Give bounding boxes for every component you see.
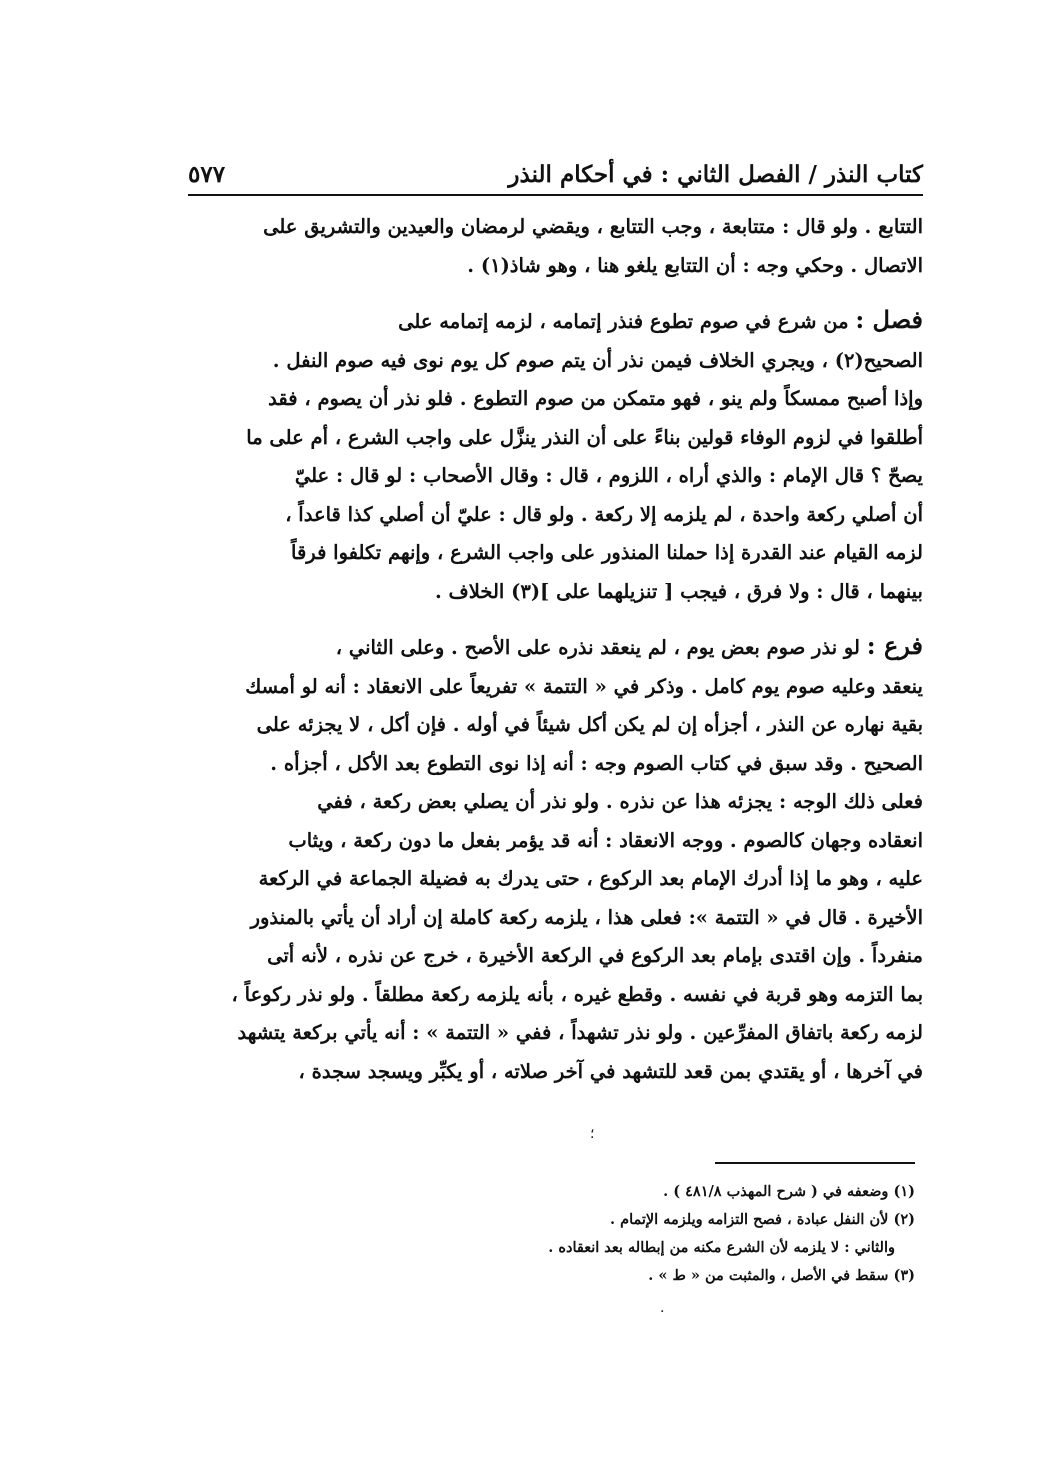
text-line: ينعقد وعليه صوم يوم كامل . وذكر في « التتمة » تفريعاً على الانعقاد : أنه لو أمسك	[245, 674, 923, 698]
paragraph-far	[188, 627, 923, 1091]
footnotes	[370, 1178, 915, 1290]
text-line: بينهما ، قال : ولا فرق ، فيجب [ تنزيلهما على ](٣) الخلاف .	[434, 579, 923, 603]
text-line: فعلى ذلك الوجه : يجزئه هذا عن نذره . ولو نذر أن يصلي بعض ركعة ، ففي	[317, 790, 923, 813]
text-line: لزمه القيام عند القدرة إذا حملنا المنذور على واجب الشرع ، وإنهم تكلفوا فرقاً	[291, 541, 923, 564]
text-line-rest: لو نذر صوم بعض يوم ، لم ينعقد نذره على الأصح . وعلى الثاني ،	[335, 636, 860, 659]
footnote-1: (١) وضعفه في ( شرح المهذب ٤٨١/٨ ) .	[663, 1183, 915, 1200]
text-line: التتابع . ولو قال : متتابعة ، وجب التتابع ، ويقضي لرمضان والعيدين والتشريق على	[263, 215, 923, 238]
text-line: أطلقوا في لزوم الوفاء قولين بناءً على أن النذر ينزَّل على واجب الشرع ، أم على ما	[246, 425, 923, 449]
footnote-divider	[715, 1162, 915, 1164]
text-line: وإذا أصبح ممسكاً ولم ينو ، فهو متمكن من صوم التطوع . فلو نذر أن يصوم ، فقد	[268, 387, 923, 410]
text-line: لزمه ركعة باتفاق المفرِّعين . ولو نذر تشهداً ، ففي « التتمة » : أنه يأتي بركعة يتشهد	[237, 1021, 923, 1044]
text-line: الأخيرة . قال في « التتمة »: فعلى هذا ، يلزمه ركعة كاملة إن أراد أن يأتي بالمنذور	[250, 905, 923, 929]
page-header	[188, 144, 923, 196]
section-lead: فرع :	[866, 631, 923, 660]
text-line	[188, 627, 923, 668]
ink-mark: ؛	[590, 1126, 595, 1142]
text-line-rest: من شرع في صوم تطوع فنذر إتمامه ، لزمه إتمامه على	[398, 310, 849, 333]
text-line: الصحيح(٢) ، ويجري الخلاف فيمن نذر أن يتم صوم كل يوم نوى فيه صوم النفل .	[272, 348, 923, 372]
text-line: الصحيح . وقد سبق في كتاب الصوم وجه : أنه إذا نوى التطوع بعد الأكل ، أجزأه .	[270, 751, 923, 775]
section-lead: فصل :	[855, 305, 923, 334]
running-title: كتاب النذر / الفصل الثاني : في أحكام النذر	[508, 161, 923, 188]
text-line: يصحّ ؟ قال الإمام : والذي أراه ، اللزوم ، قال : وقال الأصحاب : لو قال : عليّ	[294, 464, 923, 487]
footnote-2-continued: والثاني : لا يلزمه لأن الشرع مكنه من إبطاله بعد انعقاده .	[548, 1239, 895, 1256]
text-line	[188, 301, 923, 342]
text-line: بقية نهاره عن النذر ، أجزأه إن لم يكن أكل شيئاً في أوله . فإن أكل ، لا يجزئه على	[256, 713, 923, 736]
ink-dot: .	[660, 1300, 665, 1316]
text-line: منفرداً . وإن اقتدى بإمام بعد الركوع في الركعة الأخيرة ، خرج عن نذره ، لأنه أتى	[267, 944, 923, 967]
main-text	[188, 208, 923, 1107]
text-line: في آخرها ، أو يقتدي بمن قعد للتشهد في آخر صلاته ، أو يكبِّر ويسجد سجدة ،	[298, 1059, 923, 1083]
paragraph-fasl	[188, 301, 923, 611]
text-line: الاتصال . وحكي وجه : أن التتابع يلغو هنا ، وهو شاذ(١) .	[467, 253, 923, 277]
text-line: عليه ، وهو ما إذا أدرك الإمام بعد الركوع ، حتى يدرك به فضيلة الجماعة في الركعة	[258, 867, 923, 890]
text-line: انعقاده وجهان كالصوم . ووجه الانعقاد : أنه قد يؤمر بفعل ما دون ركعة ، ويثاب	[288, 828, 923, 852]
text-line: أن أصلي ركعة واحدة ، لم يلزمه إلا ركعة . ولو قال : عليّ أن أصلي كذا قاعداً ،	[285, 502, 923, 526]
text-line: بما التزمه وهو قربة في نفسه . وقطع غيره ، بأنه يلزمه ركعة مطلقاً . ولو نذر ركوعاً ،	[231, 982, 923, 1006]
footnote-3: (٣) سقط في الأصل ، والمثبت من « ط » .	[648, 1267, 915, 1284]
paragraph	[188, 208, 923, 285]
footnote-2: (٢) لأن النفل عبادة ، فصح التزامه ويلزمه الإتمام .	[610, 1211, 915, 1228]
page-number: ٥٧٧	[188, 161, 226, 188]
